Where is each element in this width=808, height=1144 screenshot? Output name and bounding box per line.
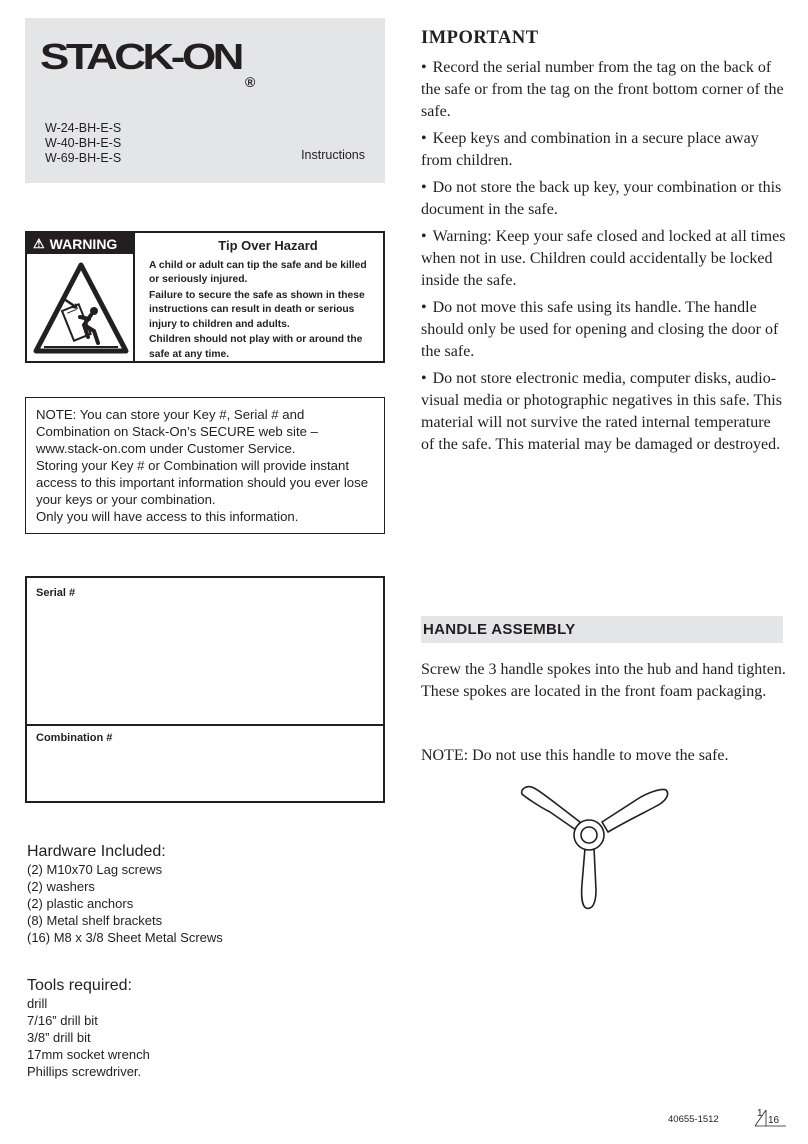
page-total: 16 bbox=[768, 1115, 780, 1126]
warning-banner-label: WARNING bbox=[49, 235, 118, 252]
important-bullet bbox=[421, 57, 786, 123]
handle-assembly-note: NOTE: Do not use this handle to move the safe. bbox=[421, 747, 729, 764]
model-list bbox=[45, 121, 121, 166]
record-form bbox=[25, 576, 385, 803]
web-storage-note bbox=[25, 397, 385, 534]
warning-symbol-panel bbox=[27, 233, 135, 361]
warning-title: Tip Over Hazard bbox=[218, 238, 318, 253]
page-number bbox=[752, 1108, 786, 1128]
important-heading: IMPORTANT bbox=[421, 28, 539, 48]
bullet-text: Do not store the back up key, your combination or this document in the safe. bbox=[421, 179, 782, 218]
tools-title: Tools required: bbox=[27, 977, 132, 994]
important-bullet bbox=[421, 297, 786, 363]
serial-label: Serial # bbox=[36, 587, 76, 599]
note-line: NOTE: You can store your Key #, Serial # and Combination on Stack-On’s SECURE web site – www.stack-on.com under Customer Service. bbox=[36, 407, 318, 456]
model-number: W-69-BH-E-S bbox=[45, 151, 122, 165]
header-panel bbox=[25, 18, 385, 183]
list-item: (16) M8 x 3/8 Sheet Metal Screws bbox=[27, 930, 223, 945]
doc-type-label: Instructions bbox=[301, 148, 365, 162]
bullet-text: Record the serial number from the tag on the back of the safe or from the tag on the front bottom corner of the safe. bbox=[421, 59, 784, 120]
warning-line: Failure to secure the safe as shown in these instructions can result in death or serious injury to children and adults. bbox=[149, 290, 365, 330]
warning-line: A child or adult can tip the safe and be killed or seriously injured. bbox=[149, 260, 367, 286]
list-item: 7/16” drill bit bbox=[27, 1013, 98, 1028]
list-item: drill bbox=[27, 996, 48, 1011]
warning-banner bbox=[27, 233, 133, 254]
tools-list bbox=[27, 995, 150, 1080]
warning-triangle-icon: ⚠ bbox=[33, 235, 45, 251]
list-item: (2) washers bbox=[27, 879, 95, 894]
handle-assembly-heading: HANDLE ASSEMBLY bbox=[421, 616, 783, 643]
warning-line: Children should not play with or around the safe at any time. bbox=[149, 334, 363, 360]
combination-label: Combination # bbox=[36, 732, 113, 744]
list-item: 3/8” drill bit bbox=[27, 1030, 91, 1045]
list-item: 17mm socket wrench bbox=[27, 1047, 150, 1062]
note-line: Only you will have access to this information. bbox=[36, 509, 299, 524]
bullet-icon: • bbox=[421, 130, 427, 147]
hardware-title: Hardware Included: bbox=[27, 843, 166, 860]
warning-text-panel bbox=[135, 233, 383, 361]
handle-assembly-text: Screw the 3 handle spokes into the hub and hand tighten. These spokes are located in the front foam packaging. bbox=[421, 661, 786, 700]
bullet-icon: • bbox=[421, 299, 427, 316]
note-line: Storing your Key # or Combination will provide instant access to this important information should you ever lose your keys or your combination. bbox=[36, 458, 369, 507]
list-item: (2) M10x70 Lag screws bbox=[27, 862, 163, 877]
handle-spokes-illustration bbox=[516, 780, 676, 915]
list-item: (8) Metal shelf brackets bbox=[27, 913, 163, 928]
tip-over-warning bbox=[25, 231, 385, 363]
document-number: 40655-1512 bbox=[668, 1114, 719, 1125]
tip-over-hazard-icon bbox=[32, 259, 130, 357]
brand-logo bbox=[40, 36, 255, 90]
list-item: Phillips screwdriver. bbox=[27, 1064, 142, 1079]
important-section bbox=[421, 28, 786, 461]
bullet-icon: • bbox=[421, 59, 427, 76]
registered-mark: ® bbox=[244, 74, 256, 90]
bullet-text: Do not store electronic media, computer disks, audio-visual media or photographic negatives in this safe. This material will not survive the rated internal temperature of the safe. This material may be damaged or destroyed. bbox=[421, 370, 782, 453]
important-bullet bbox=[421, 177, 786, 221]
bullet-icon: • bbox=[421, 228, 427, 245]
list-item: (2) plastic anchors bbox=[27, 896, 134, 911]
important-bullet bbox=[421, 128, 786, 172]
bullet-icon: • bbox=[421, 370, 427, 387]
important-bullet bbox=[421, 226, 786, 292]
bullet-text: Do not move this safe using its handle. The handle should only be used for opening and closing the door of the safe. bbox=[421, 299, 779, 360]
model-number: W-24-BH-E-S bbox=[45, 121, 122, 135]
model-number: W-40-BH-E-S bbox=[45, 136, 122, 150]
hardware-list bbox=[27, 861, 223, 946]
bullet-text: Warning: Keep your safe closed and locked at all times when not in use. Children could accidentally be locked inside the safe. bbox=[421, 228, 786, 289]
important-bullet bbox=[421, 368, 786, 456]
page-current: 1 bbox=[757, 1108, 763, 1119]
serial-field bbox=[27, 578, 383, 726]
bullet-text: Keep keys and combination in a secure place away from children. bbox=[421, 130, 759, 169]
brand-name: STACK-ON bbox=[40, 36, 241, 77]
bullet-icon: • bbox=[421, 179, 427, 196]
